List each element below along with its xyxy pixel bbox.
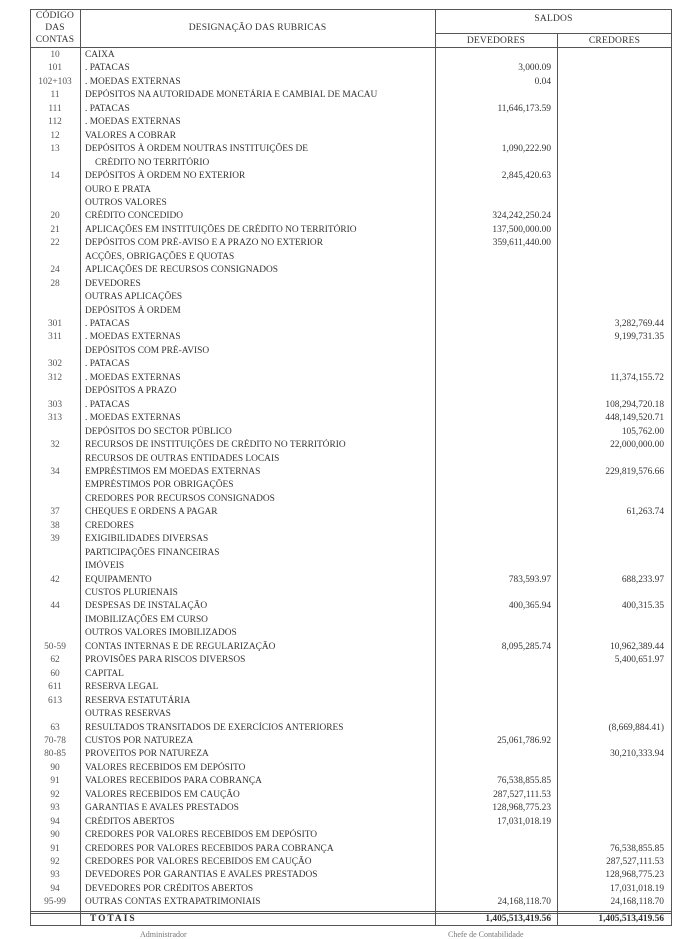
code-header-line-2: DAS	[45, 23, 65, 33]
account-description: RESERVA LEGAL	[85, 682, 159, 693]
table-row	[30, 856, 672, 869]
account-description: . PATACAS	[85, 319, 130, 329]
account-code: 112	[48, 117, 62, 128]
account-code: 70-78	[44, 735, 66, 746]
debit-balance: 24,168,118.70	[497, 897, 551, 908]
table-row	[30, 506, 672, 519]
table-row	[30, 331, 672, 344]
account-code: 90	[50, 762, 60, 773]
account-code: 312	[47, 372, 63, 383]
account-description: CAIXA	[85, 50, 115, 60]
account-description: IMOBILIZAÇÕES EM CURSO	[85, 614, 208, 625]
totals-row	[30, 913, 672, 926]
table-row	[30, 372, 672, 385]
account-description: OUTROS VALORES	[85, 197, 167, 208]
table-row	[30, 224, 672, 237]
credit-balance: 9,199,731.35	[614, 332, 664, 343]
table-row	[30, 681, 672, 694]
credit-balance: 229,819,576.66	[605, 466, 664, 477]
table-row	[30, 103, 672, 116]
credit-balance: 287,527,111.53	[606, 857, 664, 867]
credit-balance: 17,031,018.19	[610, 883, 664, 894]
account-description: GARANTIAS E AVALES PRESTADOS	[85, 803, 239, 814]
account-code: 14	[50, 171, 60, 182]
table-row	[30, 600, 672, 613]
account-description: IMÓVEIS	[85, 561, 125, 572]
account-description: DEPÓSITOS À ORDEM	[85, 305, 181, 316]
account-description: CREDORES	[85, 520, 134, 531]
table-row	[30, 76, 672, 89]
account-description: . PATACAS	[85, 399, 130, 410]
table-row	[30, 722, 672, 735]
credit-balance: 10,962,389.44	[610, 641, 664, 652]
account-description: RECURSOS DE OUTRAS ENTIDADES LOCAIS	[85, 453, 280, 464]
account-description: DEPÓSITOS COM PRÉ-AVISO	[85, 345, 210, 356]
debit-balance: 783,593.97	[508, 574, 551, 585]
table-row	[30, 883, 672, 896]
saldos-header: SALDOS	[534, 14, 573, 24]
debit-balance: 1,090,222.90	[501, 144, 551, 155]
account-description: OURO E PRATA	[85, 184, 151, 195]
account-description: RESERVA ESTATUTÁRIA	[85, 695, 191, 706]
account-code: 303	[47, 399, 63, 410]
account-description: . MOEDAS EXTERNAS	[85, 117, 181, 128]
account-code: 10	[50, 50, 60, 60]
account-description: APLICAÇÕES DE RECURSOS CONSIGNADOS	[85, 265, 278, 276]
table-row	[30, 291, 672, 304]
saldos-divider	[435, 33, 672, 34]
debit-balance: 0.04	[534, 76, 551, 87]
table-row	[30, 412, 672, 425]
account-code: 13	[50, 144, 60, 155]
account-description: CHEQUES E ORDENS A PAGAR	[85, 507, 218, 518]
header-bottom-border	[30, 47, 672, 48]
debit-balance: 17,031,018.19	[497, 816, 551, 827]
code-column-header	[30, 10, 80, 46]
account-description: CREDORES POR VALORES RECEBIDOS PARA COBRANÇA	[85, 843, 334, 854]
account-code: 311	[48, 332, 62, 343]
account-code: 90	[50, 830, 60, 841]
account-description: EXIGIBILIDADES DIVERSAS	[85, 534, 209, 545]
account-description: . PATACAS	[85, 103, 130, 114]
account-description: DEPÓSITOS DO SECTOR PÚBLICO	[85, 426, 232, 437]
debit-balance: 3,000.09	[518, 63, 551, 74]
table-row	[30, 278, 672, 291]
account-code: 42	[50, 574, 60, 585]
debit-balance: 25,061,786.92	[497, 735, 551, 746]
debit-balance: 2,845,420.63	[501, 171, 551, 182]
table-row	[30, 385, 672, 398]
account-code: 93	[50, 803, 60, 814]
table-row	[30, 654, 672, 667]
account-description: CUSTOS PLURIENAIS	[85, 588, 178, 598]
table-row	[30, 735, 672, 748]
account-description: CREDORES POR RECURSOS CONSIGNADOS	[85, 493, 275, 504]
table-row	[30, 358, 672, 371]
credit-balance: 5,400,651.97	[614, 655, 664, 666]
account-description: EQUIPAMENTO	[85, 574, 152, 585]
table-row	[30, 748, 672, 761]
table-row	[30, 668, 672, 681]
credit-balance: 30,210,333.94	[610, 749, 664, 760]
table-row	[30, 305, 672, 318]
table-row	[30, 762, 672, 775]
account-description: RESULTADOS TRANSITADOS DE EXERCÍCIOS ANTERIORES	[85, 722, 344, 733]
table-row	[30, 560, 672, 573]
table-row	[30, 89, 672, 102]
table-row	[30, 345, 672, 358]
account-code: 28	[50, 278, 60, 289]
account-code: 92	[50, 857, 60, 867]
account-code: 21	[50, 224, 60, 235]
debit-column-header: DEVEDORES	[466, 36, 526, 46]
credit-balance: 22,000,000.00	[610, 440, 664, 451]
account-code: 20	[50, 211, 60, 222]
table-row	[30, 896, 672, 909]
code-header-line-3: CONTAS	[35, 35, 75, 45]
table-row	[30, 399, 672, 412]
credit-balance: 11,374,155.72	[610, 372, 664, 383]
table-row	[30, 695, 672, 708]
table-row	[30, 184, 672, 197]
table-row	[30, 614, 672, 627]
table-row	[30, 641, 672, 654]
account-description: . PATACAS	[85, 63, 130, 74]
account-description: OUTRAS RESERVAS	[85, 709, 171, 720]
account-code: 611	[48, 682, 62, 693]
table-row	[30, 533, 672, 546]
debit-balance: 11,646,173.59	[497, 103, 551, 114]
debit-balance: 324,242,250.24	[492, 211, 551, 222]
table-row	[30, 627, 672, 640]
account-description: CREDORES POR VALORES RECEBIDOS EM CAUÇÃO	[85, 857, 312, 867]
account-description: EMPRÉSTIMOS POR OBRIGAÇÕES	[85, 480, 234, 491]
account-code: 11	[50, 90, 60, 101]
credit-column-header: CREDORES	[588, 36, 641, 46]
table-row	[30, 816, 672, 829]
account-description: DEPÓSITOS À ORDEM NO EXTERIOR	[85, 171, 246, 182]
credit-balance: 448,149,520.71	[605, 413, 664, 424]
account-code: 93	[50, 870, 60, 881]
table-row	[30, 210, 672, 223]
table-row	[30, 587, 672, 600]
account-code: 301	[47, 319, 63, 329]
table-row	[30, 439, 672, 452]
account-description: DEVEDORES	[85, 278, 141, 289]
credit-balance: 108,294,720.18	[605, 399, 664, 410]
account-description: . MOEDAS EXTERNAS	[85, 332, 181, 343]
credit-balance: 76,538,855.85	[610, 843, 664, 854]
account-description: VALORES A COBRAR	[85, 130, 176, 141]
account-description: PROVISÕES PARA RISCOS DIVERSOS	[85, 655, 246, 666]
account-code: 80-85	[44, 749, 66, 760]
description-column-header: DESIGNAÇÃO DAS RUBRICAS	[188, 23, 327, 33]
account-description: . MOEDAS EXTERNAS	[85, 76, 181, 87]
account-description: CAPITAL	[85, 668, 124, 679]
account-code: 24	[50, 265, 60, 276]
table-row	[30, 547, 672, 560]
credit-balance: 128,968,775.23	[605, 870, 664, 881]
table-row	[30, 143, 672, 156]
credit-balance: 105,762.00	[621, 426, 664, 437]
account-description: VALORES RECEBIDOS PARA COBRANÇA	[85, 776, 262, 787]
table-row	[30, 426, 672, 439]
account-description: CUSTOS POR NATUREZA	[85, 735, 194, 746]
table-row	[30, 493, 672, 506]
account-code: 302	[47, 359, 63, 370]
account-description: . MOEDAS EXTERNAS	[85, 413, 181, 424]
table-row	[30, 170, 672, 183]
accounting-chief-signature-label: Chefe de Contabilidade	[448, 930, 524, 939]
account-description: VALORES RECEBIDOS EM DEPÓSITO	[85, 762, 246, 773]
account-code: 22	[50, 238, 60, 249]
debit-balance: 287,527,111.53	[493, 789, 551, 800]
account-description: CONTAS INTERNAS E DE REGULARIZAÇÃO	[85, 641, 276, 652]
debit-balance: 128,968,775.23	[492, 803, 551, 814]
table-row	[30, 49, 672, 62]
account-code: 44	[50, 601, 60, 612]
credit-balance: 3,282,769.44	[614, 319, 664, 329]
account-code: 38	[50, 520, 60, 531]
account-code: 91	[50, 776, 60, 787]
table-row	[30, 829, 672, 842]
debit-balance: 76,538,855.85	[497, 776, 551, 787]
account-description: DEPÓSITOS À ORDEM NOUTRAS INSTITUIÇÕES DE	[85, 144, 309, 155]
table-row	[30, 466, 672, 479]
administrator-signature-label: Administrador	[140, 930, 187, 939]
table-row	[30, 843, 672, 856]
account-code: 95-99	[44, 897, 66, 908]
account-code: 60	[50, 668, 60, 679]
table-row	[30, 130, 672, 143]
account-description: OUTRAS CONTAS EXTRAPATRIMONIAIS	[85, 897, 261, 908]
account-description: VALORES RECEBIDOS EM CAUÇÃO	[85, 789, 240, 800]
account-description: APLICAÇÕES EM INSTITUIÇÕES DE CRÉDITO NO TERRITÓRIO	[85, 224, 357, 235]
totals-top-border	[30, 911, 672, 912]
debit-balance: 137,500,000.00	[492, 224, 551, 235]
table-row	[30, 157, 672, 170]
account-code: 101	[47, 63, 63, 74]
account-description: CRÉDITO NO TERRITÓRIO	[95, 157, 210, 168]
credit-balance: 61,263.74	[626, 507, 664, 518]
account-description: CRÉDITOS ABERTOS	[85, 816, 175, 827]
account-description: DEVEDORES POR GARANTIAS E AVALES PRESTADOS	[85, 870, 318, 881]
table-row	[30, 520, 672, 533]
account-description: CRÉDITO CONCEDIDO	[85, 211, 184, 222]
account-description: DEPÓSITOS NA AUTORIDADE MONETÁRIA E CAMBIAL DE MACAU	[85, 90, 378, 101]
account-code: 313	[47, 413, 63, 424]
table-row	[30, 789, 672, 802]
account-description: ACÇÕES, OBRIGAÇÕES E QUOTAS	[85, 251, 235, 262]
table-row	[30, 453, 672, 466]
table-row	[30, 116, 672, 129]
account-code: 32	[50, 440, 60, 451]
account-code: 111	[48, 103, 62, 114]
account-code: 39	[50, 534, 60, 545]
account-code: 37	[50, 507, 60, 518]
balance-sheet-table	[30, 9, 672, 926]
credit-balance: 24,168,118.70	[610, 897, 664, 908]
account-description: DESPESAS DE INSTALAÇÃO	[85, 601, 208, 612]
table-row	[30, 775, 672, 788]
table-row	[30, 264, 672, 277]
account-description: OUTRAS APLICAÇÕES	[85, 292, 183, 303]
account-description: PROVEITOS POR NATUREZA	[85, 749, 209, 760]
table-row	[30, 574, 672, 587]
table-row	[30, 479, 672, 492]
account-code: 62	[50, 655, 60, 666]
account-code: 613	[47, 695, 63, 706]
credit-balance: (8,669,884.41)	[608, 722, 664, 733]
code-header-line-1: CÓDIGO	[35, 11, 75, 21]
account-description: EMPRÉSTIMOS EM MOEDAS EXTERNAS	[85, 466, 261, 477]
signature-footer	[0, 928, 691, 939]
table-row	[30, 62, 672, 75]
account-code: 102+103	[38, 76, 72, 87]
account-description: DEPÓSITOS A PRAZO	[85, 386, 177, 397]
account-description: RECURSOS DE INSTITUIÇÕES DE CRÉDITO NO TERRITÓRIO	[85, 440, 346, 451]
account-description: PARTICIPAÇÕES FINANCEIRAS	[85, 547, 220, 558]
debit-balance: 359,611,440.00	[492, 238, 551, 249]
table-row	[30, 869, 672, 882]
credit-balance: 688,233.97	[621, 574, 664, 585]
account-code: 34	[50, 466, 60, 477]
account-description: OUTROS VALORES IMOBILIZADOS	[85, 628, 237, 639]
table-row	[30, 197, 672, 210]
account-code: 63	[50, 722, 60, 733]
account-code: 50-59	[44, 641, 66, 652]
account-code: 94	[50, 816, 60, 827]
account-code: 12	[50, 130, 60, 141]
table-row	[30, 237, 672, 250]
debit-balance: 8,095,285.74	[501, 641, 551, 652]
account-description: . PATACAS	[85, 359, 130, 370]
account-code: 94	[50, 883, 60, 894]
totals-credit: 1,405,513,419.56	[598, 914, 664, 924]
account-code: 92	[50, 789, 60, 800]
credit-balance: 400,315.35	[621, 601, 664, 612]
account-description: . MOEDAS EXTERNAS	[85, 372, 181, 383]
totals-label: TOTAIS	[90, 914, 137, 924]
table-row	[30, 802, 672, 815]
table-row	[30, 708, 672, 721]
debit-balance: 400,365.94	[508, 601, 551, 612]
table-row	[30, 251, 672, 264]
table-top-border	[30, 9, 672, 10]
table-row	[30, 318, 672, 331]
account-description: DEPÓSITOS COM PRÉ-AVISO E A PRAZO NO EXTERIOR	[85, 238, 323, 249]
account-description: DEVEDORES POR CRÉDITOS ABERTOS	[85, 883, 254, 894]
account-description: CREDORES POR VALORES RECEBIDOS EM DEPÓSITO	[85, 830, 318, 841]
totals-debit: 1,405,513,419.56	[485, 914, 551, 924]
account-code: 91	[50, 843, 60, 854]
